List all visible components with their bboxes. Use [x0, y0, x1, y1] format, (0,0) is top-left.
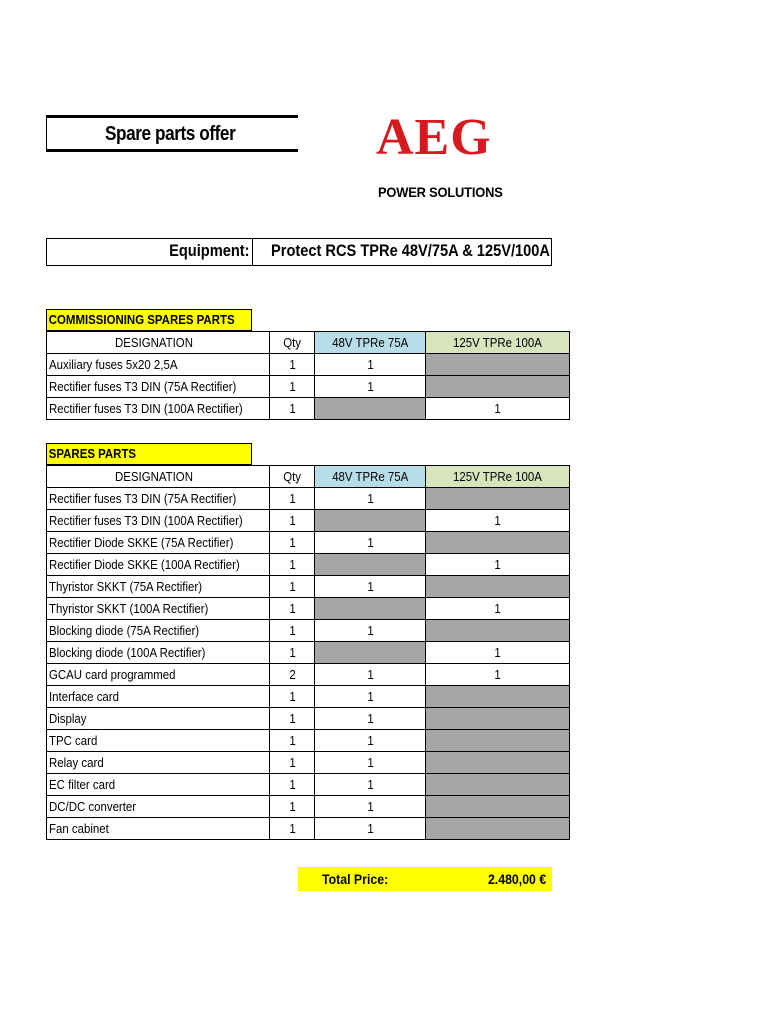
125v-cell [426, 576, 570, 598]
qty-cell [270, 376, 315, 398]
title-box [46, 115, 298, 152]
48v-cell [315, 664, 426, 686]
col-125v-header [426, 466, 570, 488]
125v-cell [426, 774, 570, 796]
page-title: Spare parts offer [105, 123, 236, 145]
col-48v-header-text: 48V TPRe 75A [332, 335, 409, 350]
qty-cell [270, 398, 315, 420]
table-row [47, 620, 570, 642]
table-row [47, 818, 570, 840]
designation-cell [47, 598, 270, 620]
table-row [47, 398, 570, 420]
48v-cell [315, 818, 426, 840]
designation-cell [47, 818, 270, 840]
designation-cell-text: Thyristor SKKT (100A Rectifier) [49, 601, 209, 616]
125v-cell [426, 354, 570, 376]
col-48v-header [315, 466, 426, 488]
table-row [47, 532, 570, 554]
qty-cell [270, 796, 315, 818]
designation-cell-text: EC filter card [49, 777, 116, 792]
125v-cell-text: 1 [494, 513, 501, 528]
designation-cell-text: Fan cabinet [49, 821, 109, 836]
qty-cell-text: 1 [288, 777, 296, 792]
spares-heading-text: SPARES PARTS [48, 446, 137, 461]
table-row [47, 488, 570, 510]
qty-cell [270, 620, 315, 642]
commissioning-heading [46, 309, 252, 331]
designation-cell-text: Rectifier fuses T3 DIN (75A Rectifier) [49, 379, 237, 394]
designation-cell-text: GCAU card programmed [49, 667, 176, 682]
125v-cell [426, 752, 570, 774]
col-qty-header [270, 332, 315, 354]
qty-cell [270, 354, 315, 376]
48v-cell-text: 1 [366, 623, 374, 638]
total-price-label: Total Price: [322, 871, 389, 887]
48v-cell [315, 376, 426, 398]
table-row [47, 664, 570, 686]
48v-cell-text: 1 [366, 821, 374, 836]
table-row [47, 774, 570, 796]
48v-cell [315, 532, 426, 554]
125v-cell [426, 686, 570, 708]
qty-cell-text: 1 [288, 513, 296, 528]
125v-cell [426, 510, 570, 532]
aeg-logo [376, 109, 506, 204]
qty-cell-text: 1 [288, 357, 296, 372]
qty-cell [270, 576, 315, 598]
designation-cell-text: Blocking diode (100A Rectifier) [49, 645, 206, 660]
125v-cell [426, 664, 570, 686]
48v-cell [315, 576, 426, 598]
125v-cell-text: 1 [494, 667, 501, 682]
col-designation-header-text: DESIGNATION [114, 335, 193, 350]
48v-cell-text: 1 [366, 777, 374, 792]
125v-cell [426, 532, 570, 554]
col-125v-header [426, 332, 570, 354]
48v-cell [315, 510, 426, 532]
designation-cell [47, 664, 270, 686]
col-designation-header [47, 466, 270, 488]
designation-cell-text: Rectifier fuses T3 DIN (75A Rectifier) [49, 491, 237, 506]
designation-cell [47, 398, 270, 420]
designation-cell-text: Rectifier Diode SKKE (100A Rectifier) [49, 557, 240, 572]
48v-cell [315, 598, 426, 620]
125v-cell [426, 818, 570, 840]
designation-cell-text: Rectifier Diode SKKE (75A Rectifier) [49, 535, 234, 550]
125v-cell [426, 620, 570, 642]
125v-cell [426, 488, 570, 510]
col-125v-header-text: 125V TPRe 100A [453, 335, 543, 350]
qty-cell-text: 1 [288, 601, 296, 616]
spares-heading [46, 443, 252, 465]
designation-cell [47, 774, 270, 796]
table-row [47, 576, 570, 598]
designation-cell [47, 376, 270, 398]
designation-cell-text: Display [49, 711, 87, 726]
48v-cell [315, 796, 426, 818]
48v-cell-text: 1 [366, 667, 374, 682]
designation-cell-text: Blocking diode (75A Rectifier) [49, 623, 200, 638]
qty-cell-text: 1 [288, 579, 296, 594]
qty-cell [270, 708, 315, 730]
table-row [47, 510, 570, 532]
125v-cell [426, 598, 570, 620]
48v-cell-text: 1 [366, 755, 374, 770]
qty-cell-text: 1 [288, 755, 296, 770]
col-qty-header-text: Qty [283, 469, 302, 484]
qty-cell-text: 1 [288, 799, 296, 814]
48v-cell [315, 488, 426, 510]
qty-cell [270, 752, 315, 774]
col-48v-header-text: 48V TPRe 75A [332, 469, 409, 484]
equipment-label: Equipment: [168, 241, 249, 260]
qty-cell [270, 774, 315, 796]
48v-cell [315, 354, 426, 376]
qty-cell [270, 598, 315, 620]
table-row [47, 376, 570, 398]
48v-cell-text: 1 [366, 689, 374, 704]
48v-cell-text: 1 [366, 535, 374, 550]
table-row [47, 708, 570, 730]
table-row [47, 354, 570, 376]
qty-cell [270, 642, 315, 664]
designation-cell [47, 730, 270, 752]
commissioning-table [46, 331, 570, 420]
designation-cell-text: Interface card [49, 689, 119, 704]
qty-cell-text: 1 [288, 401, 296, 416]
48v-cell-text: 1 [366, 357, 374, 372]
designation-cell-text: DC/DC converter [49, 799, 137, 814]
designation-cell [47, 686, 270, 708]
qty-cell [270, 686, 315, 708]
125v-cell [426, 796, 570, 818]
qty-cell [270, 532, 315, 554]
48v-cell-text: 1 [366, 733, 374, 748]
table-row [47, 730, 570, 752]
48v-cell [315, 620, 426, 642]
table-row [47, 554, 570, 576]
48v-cell [315, 398, 426, 420]
col-48v-header [315, 332, 426, 354]
spares-table [46, 465, 570, 840]
48v-cell [315, 774, 426, 796]
125v-cell [426, 642, 570, 664]
total-price-box [298, 867, 552, 891]
designation-cell [47, 752, 270, 774]
table-row [47, 796, 570, 818]
designation-cell-text: TPC card [49, 733, 98, 748]
qty-cell-text: 1 [288, 535, 296, 550]
qty-cell [270, 488, 315, 510]
designation-cell [47, 642, 270, 664]
col-qty-header-text: Qty [283, 335, 302, 350]
table-row [47, 598, 570, 620]
equipment-box [46, 238, 552, 266]
qty-cell [270, 510, 315, 532]
designation-cell [47, 554, 270, 576]
48v-cell-text: 1 [366, 579, 374, 594]
col-designation-header [47, 332, 270, 354]
qty-cell-text: 2 [288, 667, 296, 682]
designation-cell [47, 708, 270, 730]
designation-cell-text: Relay card [49, 755, 104, 770]
qty-cell [270, 818, 315, 840]
48v-cell [315, 708, 426, 730]
logo-subtitle: POWER SOLUTIONS [378, 184, 503, 200]
125v-cell [426, 730, 570, 752]
qty-cell-text: 1 [288, 379, 296, 394]
qty-cell-text: 1 [288, 821, 296, 836]
designation-cell [47, 488, 270, 510]
48v-cell [315, 686, 426, 708]
125v-cell [426, 554, 570, 576]
header-row [47, 466, 570, 488]
48v-cell [315, 752, 426, 774]
equipment-value: Protect RCS TPRe 48V/75A & 125V/100A [271, 241, 550, 260]
125v-cell [426, 376, 570, 398]
header-row [47, 332, 570, 354]
125v-cell [426, 398, 570, 420]
125v-cell-text: 1 [494, 645, 501, 660]
table-row [47, 642, 570, 664]
qty-cell-text: 1 [288, 557, 296, 572]
designation-cell [47, 510, 270, 532]
designation-cell [47, 354, 270, 376]
total-price-value: 2.480,00 € [487, 871, 546, 887]
qty-cell [270, 730, 315, 752]
equipment-value-cell [253, 239, 551, 265]
qty-cell [270, 554, 315, 576]
designation-cell-text: Thyristor SKKT (75A Rectifier) [49, 579, 203, 594]
equipment-label-cell [47, 239, 253, 265]
col-125v-header-text: 125V TPRe 100A [453, 469, 543, 484]
qty-cell-text: 1 [288, 711, 296, 726]
48v-cell-text: 1 [366, 711, 374, 726]
48v-cell-text: 1 [366, 799, 374, 814]
qty-cell [270, 664, 315, 686]
48v-cell-text: 1 [366, 379, 374, 394]
125v-cell [426, 708, 570, 730]
commissioning-heading-text: COMMISSIONING SPARES PARTS [48, 312, 235, 327]
designation-cell-text: Auxiliary fuses 5x20 2,5A [49, 357, 178, 372]
qty-cell-text: 1 [288, 689, 296, 704]
125v-cell-text: 1 [494, 401, 501, 416]
qty-cell-text: 1 [288, 491, 296, 506]
48v-cell [315, 642, 426, 664]
designation-cell [47, 620, 270, 642]
designation-cell [47, 796, 270, 818]
designation-cell [47, 576, 270, 598]
qty-cell-text: 1 [288, 623, 296, 638]
logo-brand: AEG [376, 109, 492, 166]
designation-cell-text: Rectifier fuses T3 DIN (100A Rectifier) [49, 513, 243, 528]
col-qty-header [270, 466, 315, 488]
table-row [47, 752, 570, 774]
col-designation-header-text: DESIGNATION [114, 469, 193, 484]
qty-cell-text: 1 [288, 733, 296, 748]
48v-cell [315, 730, 426, 752]
48v-cell [315, 554, 426, 576]
table-row [47, 686, 570, 708]
designation-cell [47, 532, 270, 554]
48v-cell-text: 1 [366, 491, 374, 506]
qty-cell-text: 1 [288, 645, 296, 660]
125v-cell-text: 1 [494, 557, 501, 572]
designation-cell-text: Rectifier fuses T3 DIN (100A Rectifier) [49, 401, 243, 416]
125v-cell-text: 1 [494, 601, 501, 616]
